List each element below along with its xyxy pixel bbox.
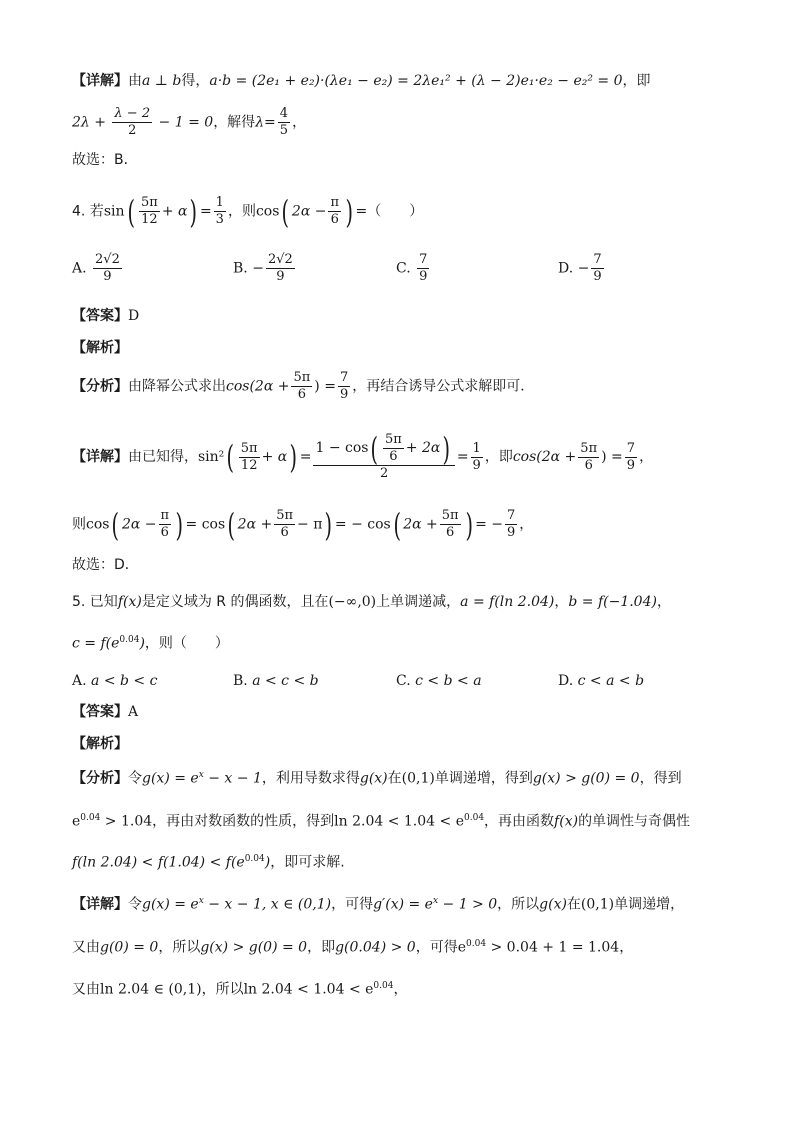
q4-analysis-head: 【解析】 [72,340,128,356]
detail-line-1: 【详解】由a ⊥ b得，a·b = (2e₁ + e₂)·(λe₁ − e₂) = 2λe₁² + (λ − 2)e₁·e₂ − e₂² = 0，即 [72,73,651,89]
q5-analysis-2: $e^{0.04} > 1.04$，再由对数函数的性质，得到$\ln 2.04 < 1.04 < e^{0.04}$，再由函数f(x)的单调性与奇偶性 [72,813,691,830]
detail-line-2: 2λ + $\frac{\lambda - 2}{2}$ − 1 = 0，解得λ= $\frac{4}{5}$ ， [72,106,307,138]
q4-option-b[interactable]: B. − $\frac{2√2}{9}$ [233,252,293,284]
q4-option-a[interactable]: A. $\frac{2√2}{9}$ [72,252,120,284]
choose-line-1: 故选：B． [72,152,138,168]
question-4-stem: 4. 若sin( $\frac{5\pi}{12}$ + α) = $\frac{1}{3}$ ，则cos( 2α − $\frac{\pi}{6}$ ) =（ ） [72,192,424,231]
question-5-stem-1: 5. 已知f(x)是定义域为 R 的偶函数，且在(−∞,0)上单调递减，a = f(ln 2.04)，b = f(−1.04)， [72,594,671,610]
q5-option-b[interactable]: B. a < c < b [233,673,319,689]
q5-analysis-1: 【分析】令$g(x) = e^x - x - 1$，利用导数求得g(x)在(0,1)单调递增，得到g(x) > g(0) = 0，得到 [72,770,682,787]
q5-answer: 【答案】A [72,704,139,720]
fraction: $\frac{4}{5}$ [279,106,289,138]
q4-analysis: 【分析】由降幂公式求出cos(2α + $\frac{5\pi}{6}$ ) = $\frac{7}{9}$ ，再结合诱导公式求解即可． [72,370,535,402]
q4-option-c[interactable]: C. $\frac{7}{9}$ [396,252,428,284]
q5-detail-1: 【详解】令$g(x) = e^x - x - 1$, x ∈ (0,1)，可得$g'(x) = e^x - 1 > 0$，所以g(x)在(0,1)单调递增， [72,896,685,913]
q5-option-d[interactable]: D. c < a < b [558,673,645,689]
q5-analysis-3: f(ln $2.04) < f(1.04) < f(e^{0.04})$，即可求解. [72,854,345,871]
q4-detail: 【详解】由已知得，sin²( $\frac{5\pi}{12}$ + α) = 1 − cos( $\frac{5\pi}{6}$ + 2α) 2 = $\frac{1}{9}$ ，即cos(2α + $\frac{5\pi}{6}$ ) = $\frac{7}{9}$ ， [72,429,654,481]
question-5-stem-2: $c = f(e^{0.04})$，则（ ） [72,635,229,652]
fraction: $\frac{\lambda - 2}{2}$ [114,106,151,138]
q5-detail-3: 又由ln 2.04 ∈ (0,1)，所以$\ln 2.04 < 1.04 < e^{0.04}$， [72,981,408,998]
q5-analysis-head: 【解析】 [72,736,128,752]
q5-option-a[interactable]: A. a < b < c [72,673,158,689]
q4-option-d[interactable]: D. − $\frac{7}{9}$ [558,252,602,284]
q4-then: 则cos( 2α − $\frac{\pi}{6}$ ) = cos( 2α + $\frac{5\pi}{6}$ − π) = − cos( 2α + $\frac{5\pi}{6}$ ) = − $\frac{7}{9}$ ， [72,505,534,544]
q5-detail-2: 又由g(0) = 0，所以g(x) > g(0) = 0，即g(0.04) > 0，可得$e^{0.04} > 0.04 + 1 = 1.04$， [72,939,634,956]
detail-label: 【详解】 [72,73,128,89]
choose-line-2: 故选：D． [72,557,139,573]
q5-option-c[interactable]: C. c < b < a [396,673,482,689]
big-fraction: 1 − cos( $\frac{5\pi}{6}$ + 2α) 2 [313,432,454,482]
q4-answer: 【答案】D [72,308,140,324]
